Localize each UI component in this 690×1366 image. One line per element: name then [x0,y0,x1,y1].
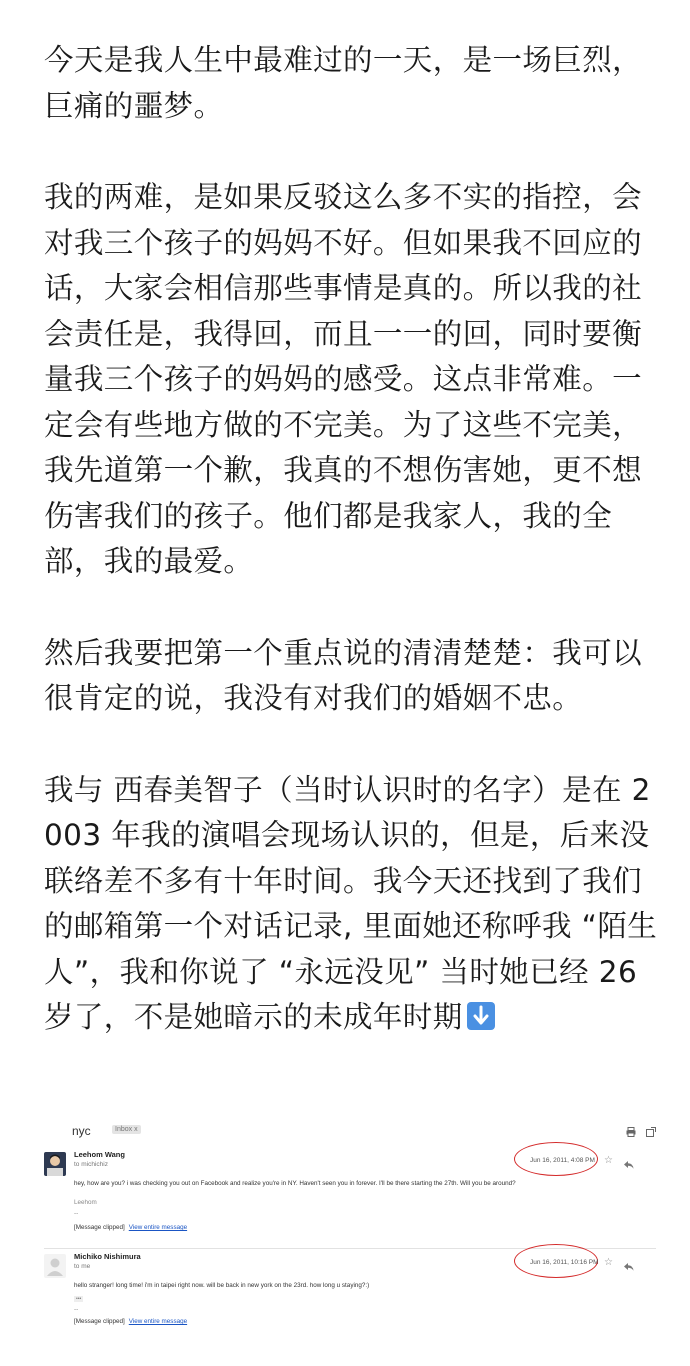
reply-icon[interactable] [624,1156,634,1174]
message-body: hello stranger! long time! i'm in taipei right now. will be back in new york on the 23rd. how long u staying?:) [74,1282,370,1289]
message-clipped [74,1318,187,1325]
email-thread-screenshot [44,1120,656,1350]
star-icon[interactable]: ☆ [604,1155,613,1166]
inbox-label[interactable]: Inbox x [112,1125,141,1134]
message-date: Jun 16, 2011, 10:16 PM [530,1259,599,1266]
avatar [44,1254,66,1278]
signature: Leehom [74,1199,97,1206]
signature-dash: -- [74,1306,79,1313]
paragraph-4-text: 我与 西春美智子（当时认识时的名字）是在 2003 年我的演唱会现场认识的，但是，后来没联络差不多有十年时间。我今天还找到了我们的邮箱第一个对话记录, 里面她还称呼我 “陌生人”，我和你说了 “永远没见” 当时她已经 26岁了，不是她暗示的未成年时期 [44,772,658,1034]
paragraph-1: 今天是我人生中最难过的一天，是一场巨烈，巨痛的噩梦。 [44,43,643,123]
paragraph-3: 然后我要把第一个重点说的清清楚楚：我可以很肯定的说，我没有对我们的婚姻不忠。 [44,635,643,715]
view-entire-message-link[interactable]: View entire message [128,1224,188,1231]
paragraph-2: 我的两难，是如果反驳这么多不实的指控，会对我三个孩子的妈妈不好。但如果我不回应的话，大家会相信那些事情是真的。所以我的社会责任是，我得回，而且一一的回，同时要衡量我三个孩子的妈妈的感受。这点非常难。一定会有些地方做的不完美。为了这些不完美，我先道第一个歉，我真的不想伤害她，更不想伤害我们的孩子。他们都是我家人，我的全部，我的最爱。 [44,180,643,578]
show-trimmed-content[interactable]: ••• [76,1296,82,1302]
view-entire-message-link[interactable]: View entire message [128,1318,188,1325]
new-window-icon[interactable] [646,1124,656,1142]
message-clipped [74,1224,187,1231]
message-date: Jun 16, 2011, 4:08 PM [530,1157,595,1164]
sender-name[interactable]: Leehom Wang [74,1150,125,1159]
print-icon[interactable] [626,1124,636,1142]
recipient[interactable]: to me [74,1263,91,1270]
star-icon[interactable]: ☆ [604,1257,613,1268]
avatar [44,1152,66,1176]
email-subject: nyc [72,1124,91,1138]
statement-text [44,38,664,1041]
recipient[interactable]: to michichiz [74,1161,108,1168]
paragraph-4 [44,768,664,1041]
message-body: hey, how are you? i was checking you out on Facebook and realize you're in NY. Haven't seen you in forever. I'll be there starting the 27th. Will you be around? [74,1180,516,1187]
sender-name[interactable]: Michiko Nishimura [74,1252,141,1261]
clipped-label: [Message clipped] [74,1318,125,1325]
clipped-label: [Message clipped] [74,1224,125,1231]
down-arrow-icon [467,1002,495,1030]
signature-dash: -- [74,1210,79,1217]
reply-icon[interactable] [624,1258,634,1276]
